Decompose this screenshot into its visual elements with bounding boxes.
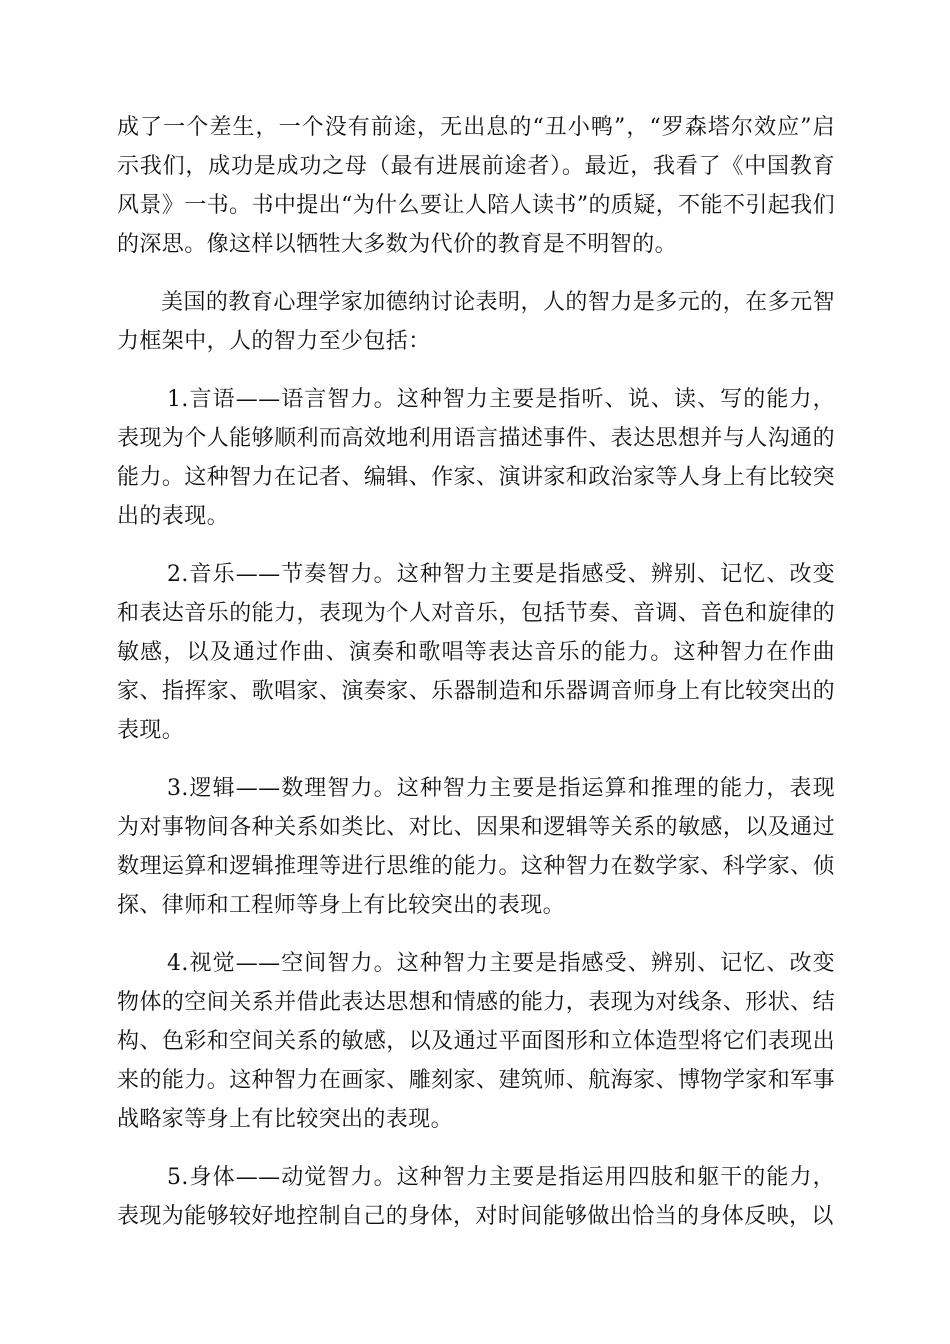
list-item-linguistic-intelligence: 1.言语——语言智力。这种智力主要是指听、说、读、写的能力，表现为个人能够顺利而高效地利用语言描述事件、表达思想并与人沟通的能力。这种智力在记者、编辑、作家、演讲家和政治家等人身上有比较突出的表现。: [117, 387, 835, 529]
list-item-logical-intelligence: 3.逻辑——数理智力。这种智力主要是指运算和推理的能力，表现为对事物间各种关系如类比、对比、因果和逻辑等关系的敏感，以及通过数理运算和逻辑推理等进行思维的能力。这种智力在数学家、科学家、侦探、律师和工程师等身上有比较突出的表现。: [117, 776, 835, 918]
list-item-spatial-intelligence: 4.视觉——空间智力。这种智力主要是指感受、辨别、记忆、改变物体的空间关系并借此表达思想和情感的能力，表现为对线条、形状、结构、色彩和空间关系的敏感，以及通过平面图形和立体造型将它们表现出来的能力。这种智力在画家、雕刻家、建筑师、航海家、博物学家和军事战略家等身上有比较突出的表现。: [117, 951, 835, 1132]
document-body: [117, 108, 835, 1255]
paragraph-intro-multiple-intelligences: 美国的教育心理学家加德纳讨论表明，人的智力是多元的，在多元智力框架中，人的智力至少包括：: [117, 290, 835, 354]
paragraph-continuation: 成了一个差生，一个没有前途，无出息的“丑小鸭”，“罗森塔尔效应”启示我们，成功是成功之母（最有进展前途者）。最近，我看了《中国教育风景》一书。书中提出“为什么要让人陪人读书”的质疑，不能不引起我们的深思。像这样以牺牲大多数为代价的教育是不明智的。: [117, 115, 835, 257]
list-item-musical-intelligence: 2.音乐——节奏智力。这种智力主要是指感受、辨别、记忆、改变和表达音乐的能力，表现为个人对音乐，包括节奏、音调、音色和旋律的敏感，以及通过作曲、演奏和歌唱等表达音乐的能力。这种智力在作曲家、指挥家、歌唱家、演奏家、乐器制造和乐器调音师身上有比较突出的表现。: [117, 562, 835, 743]
list-item-bodily-intelligence: 5.身体——动觉智力。这种智力主要是指运用四肢和躯干的能力，表现为能够较好地控制自己的身体，对时间能够做出恰当的身体反映，以: [117, 1165, 835, 1229]
